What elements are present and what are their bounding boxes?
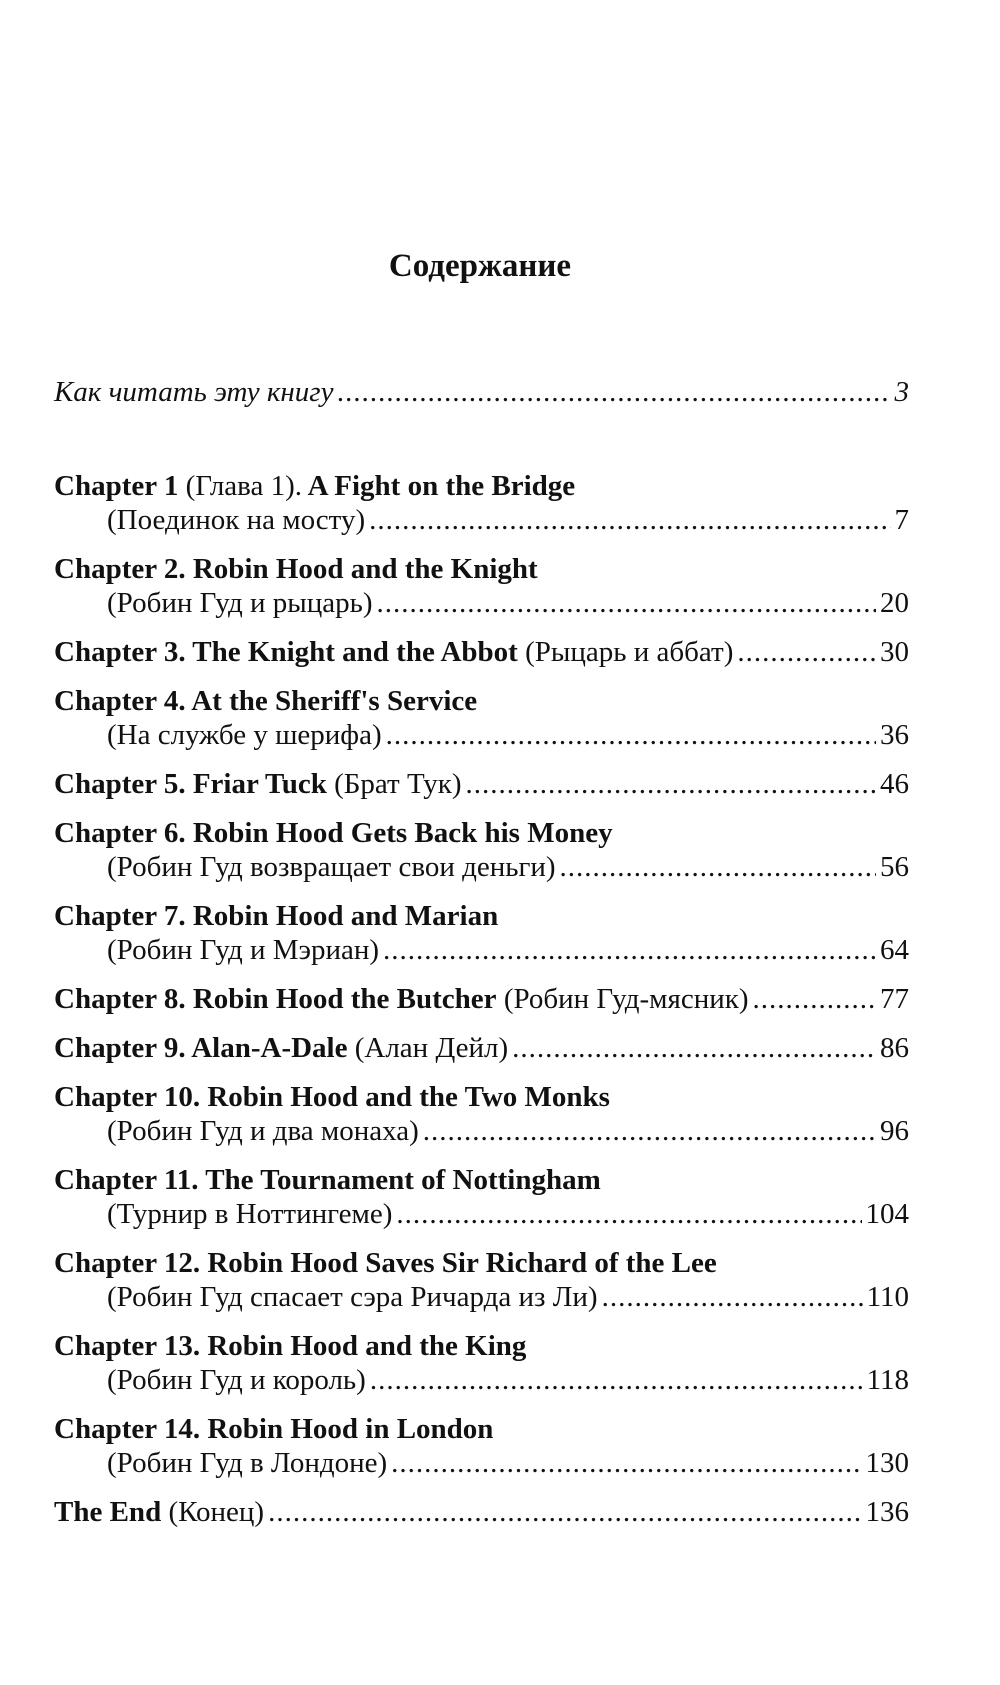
dot-leader [386,718,876,752]
chapter-subtitle: (Робин Гуд спасает сэра Ричарда из Ли) [107,1281,598,1313]
chapter-heading: Chapter 6. Robin Hood Gets Back his Money [54,817,613,849]
chapter-heading: Chapter 5. Friar Tuck [54,768,327,800]
toc-entry-chapter-14 [54,1412,909,1480]
toc-entry-chapter-1 [54,469,909,537]
toc-entry-chapter-12 [54,1246,909,1314]
page-number: 64 [880,934,909,966]
page-number: 118 [866,1364,909,1396]
chapter-heading: Chapter 3. The Knight and the Abbot [54,636,518,668]
chapter-subtitle-row [54,718,909,752]
chapter-subtitle: (Конец) [168,1496,265,1528]
dot-leader [376,586,876,620]
dot-leader [512,1031,876,1065]
page-number: 7 [894,504,909,536]
chapter-heading: Chapter 4. At the Sheriff's Service [54,685,478,717]
page-title: Содержание [388,248,572,284]
chapter-heading: Chapter 7. Robin Hood and Marian [54,900,499,932]
dot-leader [737,635,876,669]
chapter-subtitle: (Поединок на мосту) [107,504,366,536]
toc-entry-chapter-8 [54,982,909,1016]
page-number: 110 [866,1281,909,1313]
chapter-subtitle: (Робин Гуд и рыцарь) [107,587,373,619]
page-number: 56 [880,851,909,883]
chapter-subtitle-row [54,1280,909,1314]
toc-entry-chapter-13 [54,1329,909,1397]
toc-entry-chapter-6 [54,816,909,884]
chapter-subtitle: (Брат Тук) [334,768,462,800]
chapter-subtitle: (На службе у шерифа) [107,719,382,751]
dot-leader [465,767,876,801]
chapter-heading: Chapter 1 (Глава 1). A Fight on the Bridge [54,470,576,502]
chapter-heading: The End [54,1496,162,1528]
chapter-subtitle: (Робин Гуд и два монаха) [107,1115,419,1147]
dot-leader [560,850,876,884]
chapter-subtitle: (Робин Гуд возвращает свои деньги) [107,851,556,883]
dot-leader [268,1495,861,1529]
chapter-heading: Chapter 8. Robin Hood the Butcher [54,983,497,1015]
chapter-subtitle: (Робин Гуд и Мэриан) [107,934,380,966]
toc-entry-chapter-3 [54,635,909,669]
dot-leader [396,1197,861,1231]
toc-entry-intro [54,375,909,409]
page-number: 20 [880,587,909,619]
toc-entry-chapter-2 [54,552,909,620]
chapter-subtitle-row [54,1197,909,1231]
intro-title: Как читать эту книгу [54,376,334,408]
table-of-contents [54,375,909,1529]
dot-leader [370,1363,863,1397]
toc-entry-chapter-11 [54,1163,909,1231]
chapter-heading: Chapter 9. Alan-A-Dale [54,1032,348,1064]
toc-entry-the-end [54,1495,909,1529]
chapter-heading: Chapter 14. Robin Hood in London [54,1413,494,1445]
chapter-heading: Chapter 2. Robin Hood and the Knight [54,553,538,585]
chapter-subtitle: (Турнир в Ноттингеме) [107,1198,393,1230]
toc-entry-chapter-5 [54,767,909,801]
chapter-subtitle-row [54,586,909,620]
toc-entry-chapter-10 [54,1080,909,1148]
chapter-subtitle-row [54,1114,909,1148]
chapter-subtitle-row [54,850,909,884]
toc-entry-chapter-9 [54,1031,909,1065]
chapter-subtitle-row [54,933,909,967]
chapter-subtitle-row [54,1363,909,1397]
toc-entry-chapter-4 [54,684,909,752]
chapter-subtitle-row [54,503,909,537]
toc-entry-chapter-7 [54,899,909,967]
chapter-subtitle: (Робин Гуд в Лондоне) [107,1447,388,1479]
chapter-subtitle: (Робин Гуд-мясник) [503,983,749,1015]
page-number: 86 [880,1032,909,1064]
page-number: 130 [865,1447,909,1479]
chapter-heading: Chapter 12. Robin Hood Saves Sir Richard of the Lee [54,1247,717,1279]
dot-leader [337,375,890,409]
dot-leader [383,933,876,967]
dot-leader [753,982,876,1016]
page-number: 36 [880,719,909,751]
page-number: 136 [865,1496,909,1528]
page-number: 77 [880,983,909,1015]
chapter-subtitle: (Рыцарь и аббат) [525,636,734,668]
page-number: 3 [894,376,909,408]
chapter-heading: Chapter 10. Robin Hood and the Two Monks [54,1081,610,1113]
chapter-subtitle: (Алан Дейл) [354,1032,509,1064]
page-number: 104 [865,1198,909,1230]
chapter-heading: Chapter 11. The Tournament of Nottingham [54,1164,601,1196]
dot-leader [369,503,890,537]
chapter-heading: Chapter 13. Robin Hood and the King [54,1330,527,1362]
page-number: 30 [880,636,909,668]
dot-leader [391,1446,861,1480]
chapter-subtitle: (Робин Гуд и король) [107,1364,366,1396]
page-number: 46 [880,768,909,800]
dot-leader [423,1114,876,1148]
dot-leader [602,1280,863,1314]
page-number: 96 [880,1115,909,1147]
chapter-subtitle-row [54,1446,909,1480]
